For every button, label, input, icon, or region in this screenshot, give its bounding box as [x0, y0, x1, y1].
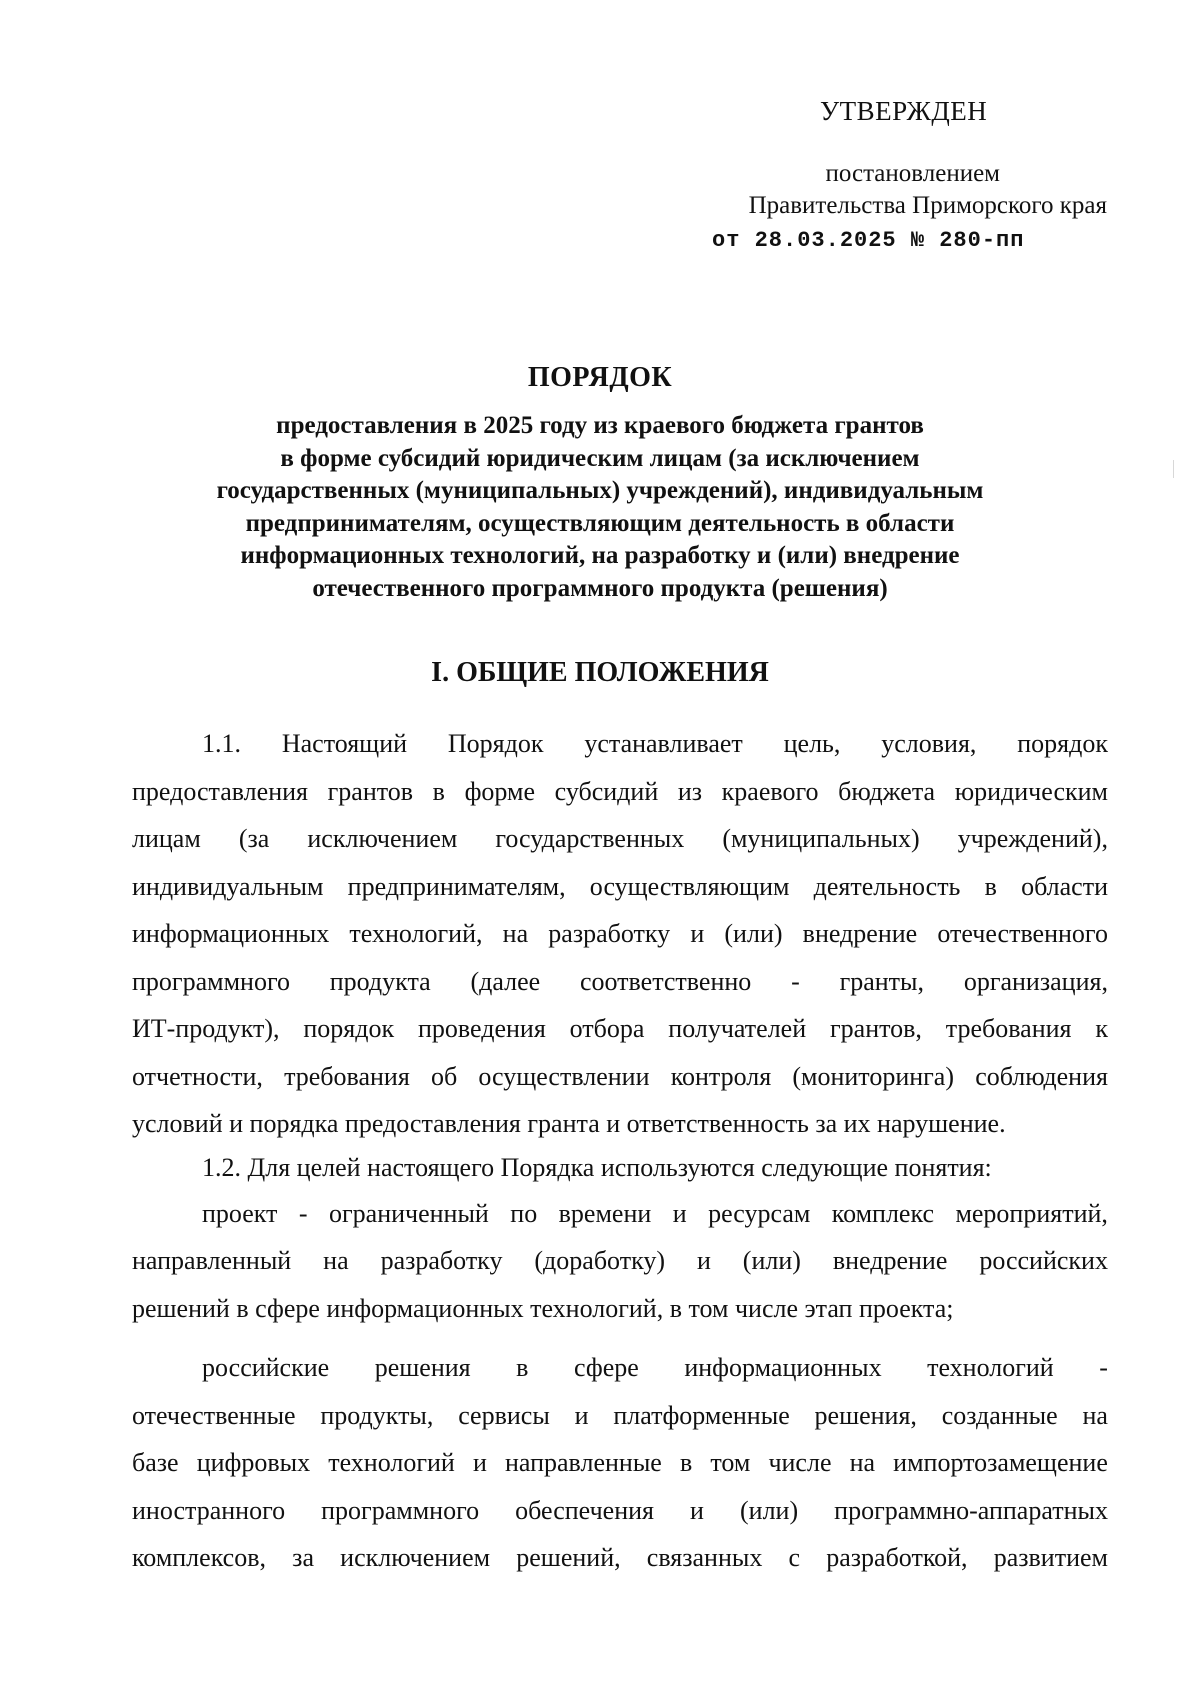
- approval-block: [0, 0, 1200, 260]
- paragraph-line: условий и порядка предоставления гранта и ответственность за их нарушение.: [132, 1109, 1006, 1138]
- approval-date-number-stamp: от 28.03.2025 № 280-пп: [712, 228, 1025, 253]
- subtitle-line: предпринимателям, осуществляющим деятельность в области: [245, 509, 955, 537]
- paragraph-line: российские решения в сфере информационных технологий -: [202, 1353, 1108, 1382]
- approval-line-decree: постановлением: [825, 160, 1000, 187]
- subtitle-line: отечественного программного продукта (решения): [312, 574, 888, 602]
- paragraph-line: отечественные продукты, сервисы и платформенные решения, созданные на: [132, 1400, 1108, 1430]
- document-body: [132, 720, 1108, 1582]
- section-heading: I. ОБЩИЕ ПОЛОЖЕНИЯ: [431, 657, 769, 688]
- paragraph-line: базе цифровых технологий и направленные в том числе на импортозамещение: [132, 1448, 1108, 1477]
- paragraph-line: 1.2. Для целей настоящего Порядка используются следующие понятия:: [202, 1152, 992, 1182]
- paragraph-line: программного продукта (далее соответственно - гранты, организация,: [132, 966, 1108, 996]
- paragraph-line: решений в сфере информационных технологий, в том числе этап проекта;: [132, 1293, 954, 1323]
- subtitle-line: информационных технологий, на разработку и (или) внедрение: [240, 542, 960, 569]
- document-title: ПОРЯДОК: [527, 362, 673, 393]
- document-subtitle: [150, 410, 1050, 605]
- approval-title: УТВЕРЖДЕН: [820, 96, 988, 126]
- subtitle-line: предоставления в 2025 году из краевого бюджета грантов: [276, 412, 924, 439]
- paragraph-line: лицам (за исключением государственных (муниципальных) учреждений),: [132, 824, 1108, 853]
- paragraph-line: информационных технологий, на разработку и (или) внедрение отечественного: [132, 919, 1108, 948]
- subtitle-line: государственных (муниципальных) учреждений), индивидуальным: [216, 477, 984, 504]
- paragraph-line: проект - ограниченный по времени и ресурсам комплекс мероприятий,: [202, 1198, 1108, 1228]
- paragraph-line: комплексов, за исключением решений, связанных с разработкой, развитием: [132, 1543, 1108, 1572]
- paragraph-line: иностранного программного обеспечения и (или) программно-аппаратных: [132, 1495, 1108, 1525]
- approval-line-government: Правительства Приморского края: [748, 192, 1107, 219]
- paragraph-line: индивидуальным предпринимателям, осуществляющим деятельность в области: [132, 871, 1108, 901]
- paragraph-line: 1.1. Настоящий Порядок устанавливает цель, условия, порядок: [202, 729, 1108, 758]
- paragraph-line: отчетности, требования об осуществлении контроля (мониторинга) соблюдения: [132, 1061, 1108, 1091]
- paragraph-line: направленный на разработку (доработку) и (или) внедрение российских: [132, 1246, 1108, 1275]
- scan-edge-mark: [1173, 460, 1174, 478]
- subtitle-line: в форме субсидий юридическим лицам (за исключением: [280, 444, 920, 472]
- paragraph-line: предоставления грантов в форме субсидий из краевого бюджета юридическим: [132, 776, 1108, 806]
- paragraph-line: ИТ-продукт), порядок проведения отбора получателей грантов, требования к: [132, 1014, 1108, 1043]
